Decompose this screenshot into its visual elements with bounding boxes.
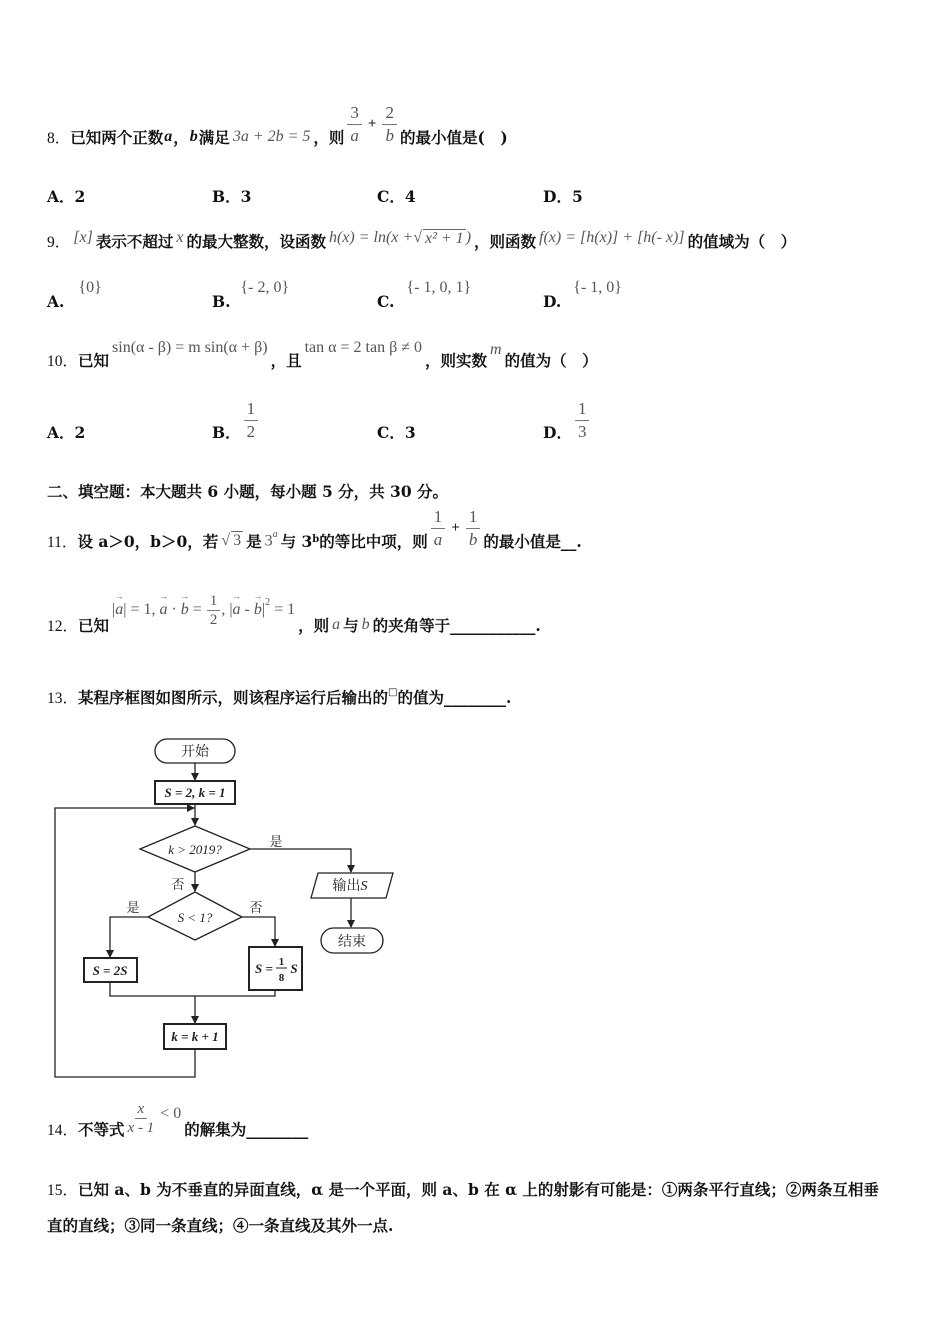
yes-label: 是: [126, 901, 140, 916]
option-label: D．: [543, 423, 572, 442]
denominator: b: [385, 125, 394, 145]
exponent: 2: [265, 596, 271, 608]
question-text: ，且: [270, 351, 302, 370]
option-value: 5: [571, 186, 583, 206]
vector-conditions-formula: [112, 592, 295, 629]
denominator: 3: [577, 421, 587, 441]
question-text: 已知: [78, 351, 110, 370]
flow-arrow-no: [242, 917, 275, 946]
question-text-line-1: 已知 a、b 为不垂直的异面直线，α 是一个平面，则 a、b 在 α 上的射影有可能是：①两条平行直线；②两条互相垂: [78, 1180, 879, 1199]
abs-bar: |: [261, 601, 266, 618]
eighth-s-denominator: 8: [278, 972, 285, 984]
variable-m: m: [490, 341, 502, 358]
option-value: 3: [404, 422, 416, 442]
start-label: 开始: [181, 744, 209, 760]
power-exponent: a: [272, 529, 278, 541]
denominator: a: [350, 125, 359, 145]
option-label: A.: [47, 291, 65, 311]
question-text-line-2: 直的直线；③同一条直线；④一条直线及其外一点.: [47, 1216, 394, 1235]
option-value: {- 1, 0, 1}: [406, 279, 472, 296]
condition-k-label: k > 2019?: [168, 842, 222, 857]
tangent-condition: tan α = 2 tan β ≠ 0: [304, 339, 422, 356]
abs-bar: |: [112, 601, 116, 618]
question-number: 12．: [47, 618, 79, 635]
question-text: ，: [173, 128, 189, 147]
option-value: {- 2, 0}: [240, 279, 290, 296]
vector-b: → b: [254, 601, 262, 619]
question-text: 的最小值是__.: [483, 532, 582, 551]
q10-option-c: [377, 422, 416, 442]
numerator: 1: [244, 398, 259, 421]
option-value: 4: [404, 186, 416, 206]
numerator: 1: [431, 506, 446, 529]
option-label: C．: [377, 187, 405, 206]
formula-part: ): [465, 229, 472, 246]
option-value: {0}: [78, 279, 102, 296]
question-text: 满足: [198, 128, 230, 147]
floor-notation: [x]: [73, 229, 93, 246]
option-value: {- 1, 0}: [573, 279, 622, 296]
vector-a: → a: [233, 601, 241, 619]
question-text: 的最大整数，设函数: [186, 232, 326, 251]
fraction: [575, 398, 590, 443]
denominator: x - 1: [127, 1119, 155, 1136]
flow-arrow-yes: [110, 917, 148, 957]
option-value: 3: [240, 186, 252, 206]
numerator: 1: [207, 592, 221, 611]
option-value: [241, 398, 262, 443]
question-15-continued: [47, 1215, 393, 1235]
vector-a-ref: a: [332, 616, 341, 633]
option-label: A．: [47, 423, 75, 442]
fraction: [466, 506, 481, 551]
question-text: ，则: [298, 616, 330, 635]
answer-blank: ________: [246, 1119, 309, 1139]
question-number: 10．: [47, 353, 79, 370]
eighth-s-numerator: 1: [278, 956, 285, 968]
denominator: a: [433, 529, 443, 549]
option-label: B.: [212, 291, 231, 311]
answer-blank: ________: [444, 687, 506, 707]
question-text: 已知两个正数: [70, 128, 164, 147]
output-text: 输出: [332, 878, 361, 894]
variable-x: x: [176, 229, 184, 246]
question-13: [47, 687, 511, 707]
option-label: B．: [212, 423, 241, 442]
no-label: 否: [171, 878, 185, 893]
question-text: 的解集为: [184, 1120, 247, 1139]
end-label: 结束: [338, 934, 366, 950]
option-label: D．: [543, 187, 572, 206]
question-14: [47, 1100, 309, 1139]
question-10: [47, 339, 598, 370]
q8-option-d: [543, 186, 583, 206]
eighth-s-variable: S: [290, 961, 298, 976]
question-15: [47, 1179, 879, 1199]
option-label: B．: [212, 187, 241, 206]
q8-option-b: [212, 186, 251, 206]
fraction: [382, 102, 397, 147]
formula-part: = 1,: [126, 601, 160, 618]
flow-arrow-yes: [250, 849, 351, 872]
power-base: 3: [264, 532, 273, 550]
yes-label: 是: [269, 835, 283, 850]
question-text: ，则实数: [425, 351, 488, 370]
question-text: 的等比中项，则: [319, 532, 428, 551]
fraction: [347, 102, 362, 147]
question-text: 的最小值是( ): [399, 128, 508, 147]
q9-option-b: [212, 279, 292, 311]
question-number: 13．: [47, 690, 79, 707]
denominator: 2: [209, 611, 218, 628]
option-value: 2: [74, 186, 86, 206]
fraction: [244, 398, 259, 443]
sqrt-radicand: x² + 1: [424, 229, 464, 247]
power-exponent: b: [312, 533, 320, 545]
output-variable: S: [360, 879, 368, 894]
q9-option-a: [47, 279, 105, 311]
variable-b: b: [189, 128, 198, 145]
question-text: 的值为（ ）: [504, 351, 598, 370]
question-text: 的夹角等于: [372, 616, 451, 635]
fraction-sum-expression: [428, 506, 484, 551]
q10-option-d: [543, 398, 592, 442]
constraint-formula: 3a + 2b = 5: [232, 128, 311, 145]
question-number: 8．: [47, 130, 71, 147]
formula-part: =: [188, 601, 206, 618]
formula-part: , |: [221, 601, 233, 618]
question-text: 某程序框图如图所示，则该程序运行后输出的: [78, 688, 389, 707]
option-value: [572, 398, 593, 443]
formula-part: h(x) = ln(x +: [328, 229, 414, 246]
question-text: 不等式: [78, 1120, 125, 1139]
answer-blank: ___________: [450, 615, 536, 635]
option-label: C．: [377, 423, 405, 442]
sqrt-sign: √: [413, 229, 422, 246]
vector-a: → a: [159, 601, 167, 619]
fraction: [431, 506, 446, 551]
variable-a: a: [164, 128, 173, 145]
fraction: [207, 592, 221, 629]
function-h-formula: [329, 229, 471, 248]
question-text: ，则: [313, 128, 345, 147]
sqrt-radicand: 3: [233, 532, 242, 549]
fraction-sum-expression: [344, 102, 400, 147]
question-8: [47, 102, 508, 147]
increment-label: k = k + 1: [171, 1029, 219, 1044]
numerator: 1: [575, 398, 590, 421]
q10-option-b: [212, 398, 261, 442]
init-label: S = 2, k = 1: [164, 785, 226, 800]
inequality-relation: < 0: [160, 1105, 182, 1122]
option-value: 2: [74, 422, 86, 442]
option-label: C.: [377, 291, 395, 311]
numerator: 3: [347, 102, 362, 125]
question-text: 已知: [78, 616, 110, 635]
question-number: 15．: [47, 1182, 79, 1199]
sqrt-sign: √: [221, 532, 231, 549]
q8-option-c: [377, 186, 416, 206]
no-label: 否: [249, 901, 263, 916]
question-12: [47, 592, 541, 635]
power-3-a: [265, 531, 278, 550]
denominator: b: [468, 529, 478, 549]
double-s-label: S = 2S: [92, 963, 128, 978]
placeholder-box-glyph: □: [388, 686, 398, 698]
question-text: 与 3: [280, 532, 313, 551]
function-f-formula: f(x) = [h(x)] + [h(- x)]: [539, 229, 685, 246]
inequality-fraction: [125, 1100, 158, 1137]
question-text: 是: [246, 532, 262, 551]
program-flowchart: [40, 730, 410, 1090]
question-text: .: [535, 615, 541, 635]
denominator: 2: [246, 421, 256, 441]
question-text: 表示不超过: [95, 232, 174, 251]
q9-option-c: [377, 279, 474, 311]
question-number: 11．: [47, 534, 78, 551]
numerator: 2: [382, 102, 397, 125]
vector-a: → a: [115, 601, 123, 619]
q8-option-a: [47, 186, 85, 206]
vector-b-ref: b: [361, 616, 370, 633]
question-number: 9．: [47, 234, 71, 251]
dot-operator: ·: [167, 601, 181, 618]
option-label: A．: [47, 187, 75, 206]
section-heading-fill-in: 二、填空题：本大题共 6 小题，每小题 5 分，共 30 分。: [47, 482, 449, 501]
eighth-s-lhs: S =: [255, 961, 273, 976]
condition-s-label: S < 1?: [177, 910, 213, 925]
vector-b: → b: [181, 601, 189, 619]
question-text: 与: [343, 616, 359, 635]
plus-sign: +: [367, 115, 377, 132]
abs-bar: |: [123, 601, 127, 618]
question-number: 14．: [47, 1122, 79, 1139]
option-label: D.: [543, 291, 562, 311]
plus-sign: +: [451, 519, 460, 536]
question-text: .: [506, 687, 512, 707]
numerator: x: [135, 1100, 148, 1119]
fraction: [128, 1100, 155, 1137]
question-text: 的值域为（ ）: [687, 232, 797, 251]
question-11: [47, 506, 582, 551]
formula-part: = 1: [270, 601, 296, 618]
output-label: [333, 878, 368, 894]
q10-option-a: [47, 422, 85, 442]
sine-equation: sin(α - β) = m sin(α + β): [112, 339, 268, 356]
minus-operator: -: [240, 601, 254, 618]
numerator: 1: [466, 506, 481, 529]
question-text: ，则函数: [474, 232, 537, 251]
question-text: 的值为: [397, 688, 444, 707]
q9-option-d: [543, 279, 625, 311]
question-9: [47, 231, 796, 251]
sqrt-three: [221, 532, 243, 550]
question-text: 设 a＞0，b＞0，若: [77, 532, 219, 551]
